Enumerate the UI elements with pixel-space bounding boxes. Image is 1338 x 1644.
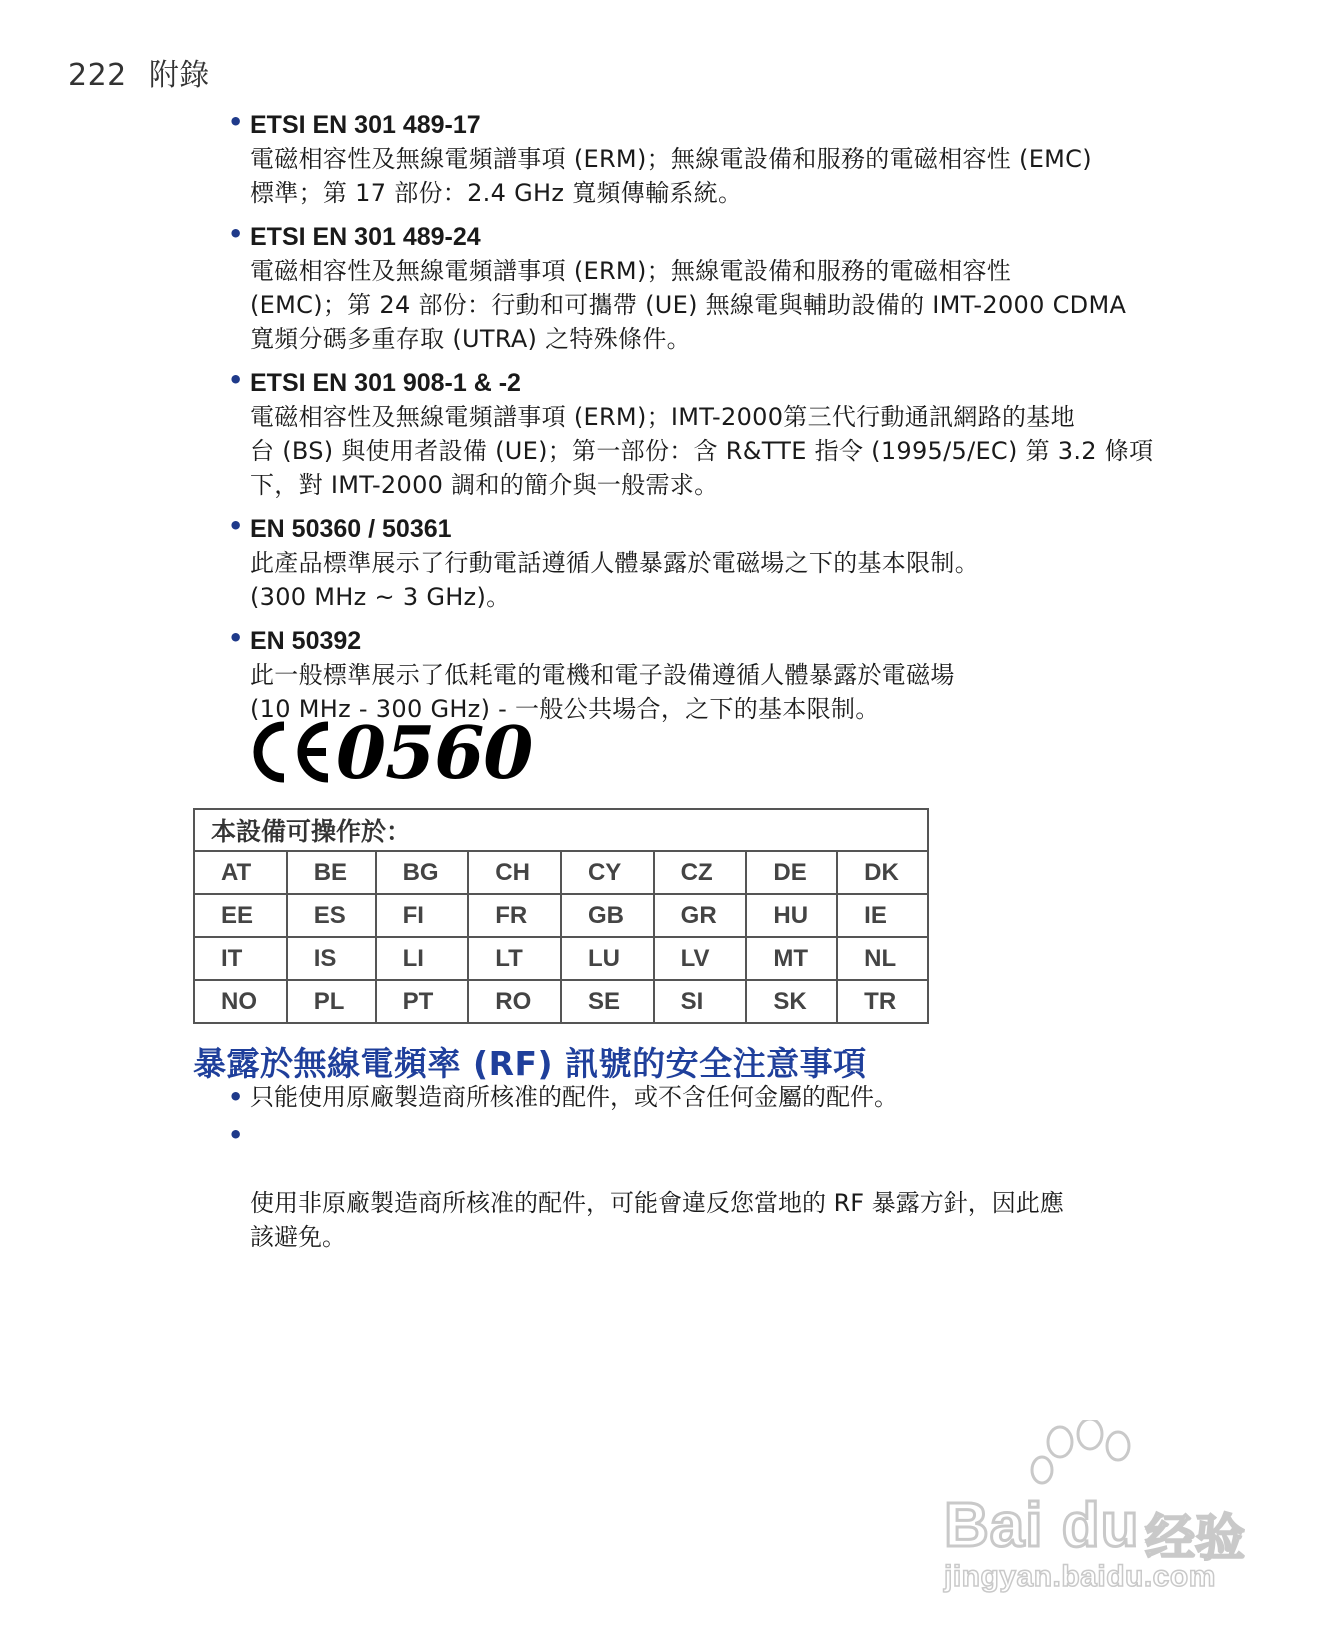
standard-description: 電磁相容性及無線電頻譜事項 (ERM)；無線電設備和服務的電磁相容性 (EMC)；第 24 部份：行動和可攜帶 (UE) 無線電與輔助設備的 IMT-2000 CDMA 寬頻分碼多重存取 (UTRA) 之特殊條件。 — [250, 257, 1127, 353]
country-code: FR — [468, 894, 561, 937]
bullet-icon: • — [228, 220, 244, 248]
country-code: GR — [654, 894, 747, 937]
bullet-icon: • — [228, 624, 244, 652]
country-code: IE — [837, 894, 928, 937]
standard-title: ETSI EN 301 908-1 & -2 — [250, 369, 521, 397]
page-number: 222 — [68, 58, 127, 93]
page-header — [68, 50, 210, 94]
rf-item-text: 只能使用原廠製造商所核准的配件，或不含任何金屬的配件。 — [250, 1083, 898, 1111]
standards-list — [228, 108, 1208, 736]
country-code: SK — [746, 980, 837, 1023]
country-code: NL — [837, 937, 928, 980]
country-code: DK — [837, 851, 928, 894]
standard-description: 此產品標準展示了行動電話遵循人體暴露於電磁場之下的基本限制。 (300 MHz ~ 3 GHz)。 — [250, 549, 979, 611]
rf-item-text: 使用非原廠製造商所核准的配件，可能會違反您當地的 RF 暴露方針，因此應 該避免。 — [250, 1189, 1064, 1251]
ce-mark — [248, 710, 538, 795]
standard-description: 電磁相容性及無線電頻譜事項 (ERM)；IMT-2000第三代行動通訊網路的基地 台 (BS) 與使用者設備 (UE)；第一部份：含 R&TTE 指令 (1995/5/EC) 第 3.2 條項 下，對 IMT-2000 調和的簡介與一般需求。 — [250, 403, 1154, 499]
standard-title: ETSI EN 301 489-17 — [250, 111, 481, 139]
country-code: LI — [376, 937, 469, 980]
country-code: SI — [654, 980, 747, 1023]
table-row — [194, 851, 928, 894]
section-name: 附錄 — [148, 58, 210, 93]
bullet-icon: • — [228, 1083, 244, 1111]
notified-body-number: 0560 — [336, 710, 533, 795]
watermark-brand: 经验 — [1145, 1509, 1245, 1567]
country-code: LV — [654, 937, 747, 980]
country-code: HU — [746, 894, 837, 937]
country-code: LU — [561, 937, 654, 980]
bullet-icon: • — [228, 366, 244, 394]
country-code: DE — [746, 851, 837, 894]
list-item — [228, 220, 1208, 356]
country-table — [193, 808, 929, 1024]
table-row — [194, 980, 928, 1023]
list-item — [228, 1118, 1208, 1254]
country-code: MT — [746, 937, 837, 980]
country-code: CY — [561, 851, 654, 894]
country-code: RO — [468, 980, 561, 1023]
ce-logo-icon — [248, 720, 334, 784]
list-item — [228, 366, 1208, 502]
standard-title: ETSI EN 301 489-24 — [250, 223, 481, 251]
country-code: IS — [287, 937, 376, 980]
country-code: SE — [561, 980, 654, 1023]
country-code: LT — [468, 937, 561, 980]
standard-description: 此一般標準展示了低耗電的電機和電子設備遵循人體暴露於電磁場 (10 MHz - 300 GHz) - 一般公共場合，之下的基本限制。 — [250, 661, 955, 723]
table-row — [194, 894, 928, 937]
country-code: ES — [287, 894, 376, 937]
country-code: CH — [468, 851, 561, 894]
list-item — [228, 108, 1208, 210]
country-code: EE — [194, 894, 287, 937]
standard-title: EN 50360 / 50361 — [250, 515, 452, 543]
baidu-watermark — [930, 1420, 1270, 1600]
rf-safety-list — [228, 1080, 1208, 1258]
table-row — [194, 937, 928, 980]
watermark-url: jingyan.baidu.com — [944, 1560, 1216, 1593]
country-code: AT — [194, 851, 287, 894]
standard-title: EN 50392 — [250, 627, 362, 655]
country-code: BE — [287, 851, 376, 894]
section-heading: 暴露於無線電頻率 (RF) 訊號的安全注意事項 — [193, 1044, 867, 1083]
table-caption: 本設備可操作於： — [194, 809, 928, 851]
country-code: CZ — [654, 851, 747, 894]
country-code: IT — [194, 937, 287, 980]
country-code: PT — [376, 980, 469, 1023]
country-code: TR — [837, 980, 928, 1023]
country-code: NO — [194, 980, 287, 1023]
standard-description: 電磁相容性及無線電頻譜事項 (ERM)；無線電設備和服務的電磁相容性 (EMC) 標準；第 17 部份：2.4 GHz 寬頻傳輸系統。 — [250, 145, 1092, 207]
country-code: FI — [376, 894, 469, 937]
country-code: GB — [561, 894, 654, 937]
bullet-icon: • — [228, 1121, 244, 1149]
list-item — [228, 512, 1208, 614]
bullet-icon: • — [228, 108, 244, 136]
country-code: PL — [287, 980, 376, 1023]
list-item — [228, 1080, 1208, 1114]
bullet-icon: • — [228, 512, 244, 540]
watermark-logo: Bai du — [944, 1491, 1140, 1560]
country-code: BG — [376, 851, 469, 894]
